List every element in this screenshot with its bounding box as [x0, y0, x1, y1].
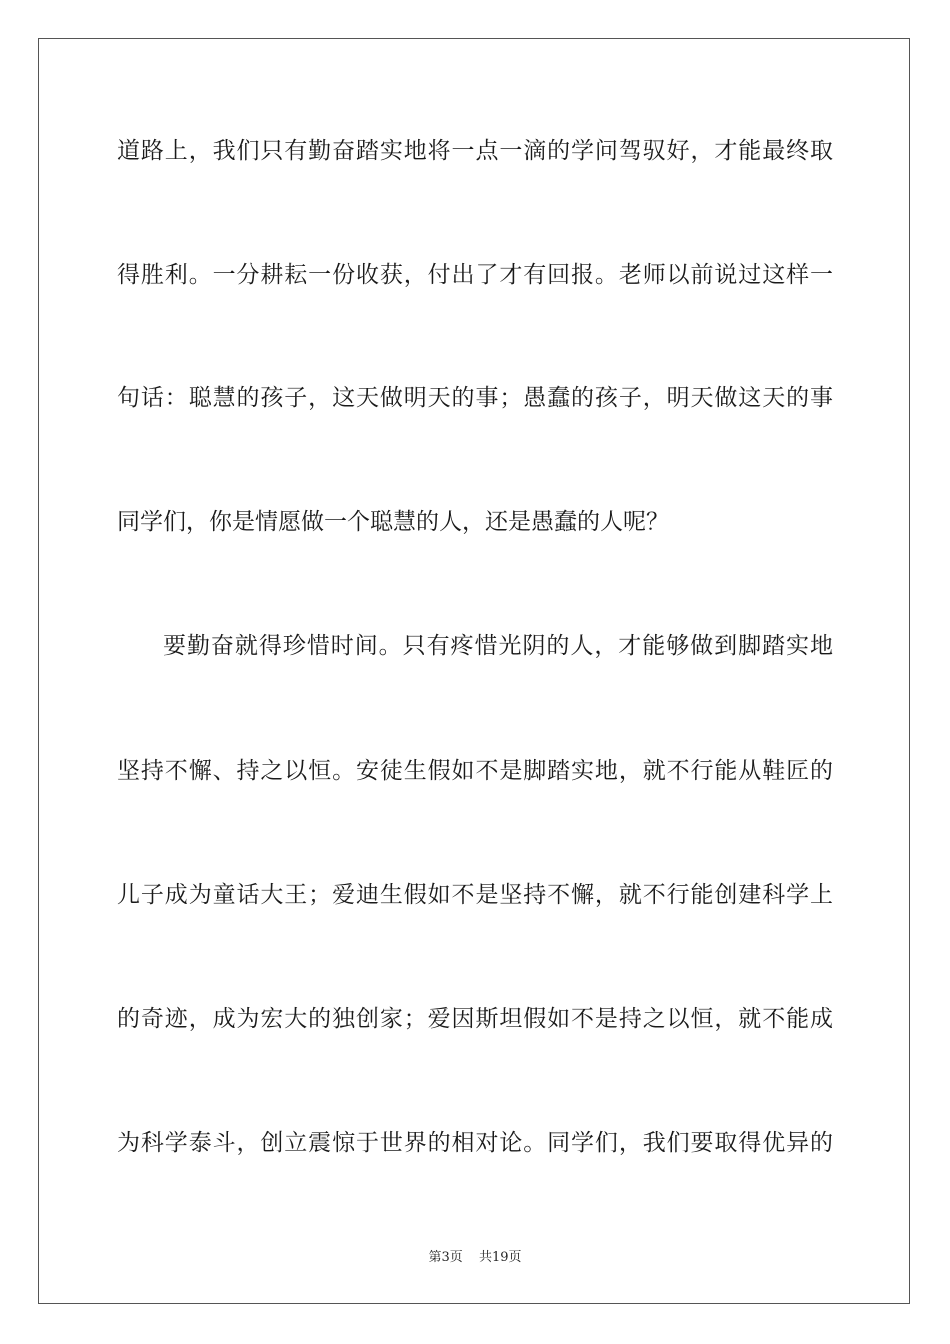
paragraph-first-line: 要勤奋就得珍惜时间。只有疼惜光阴的人，才能够做到脚踏实地 — [163, 633, 833, 659]
text-line: 儿子成为童话大王；爱迪生假如不是坚持不懈，就不行能创建科学上 — [117, 882, 833, 908]
text-line: 的奇迹，成为宏大的独创家；爱因斯坦假如不是持之以恒，就不能成 — [117, 1006, 833, 1032]
text-line: 得胜利。一分耕耘一份收获，付出了才有回报。老师以前说过这样一 — [117, 262, 833, 288]
text-line: 句话：聪慧的孩子，这天做明天的事；愚蠢的孩子，明天做这天的事 — [117, 385, 833, 411]
text-line: 同学们，你是情愿做一个聪慧的人，还是愚蠢的人呢？ — [117, 509, 669, 535]
page-number: 第3页 — [428, 1250, 463, 1265]
text-line: 坚持不懈、持之以恒。安徒生假如不是脚踏实地，就不行能从鞋匠的 — [117, 758, 833, 784]
page-footer — [0, 1246, 950, 1265]
text-line: 道路上，我们只有勤奋踏实地将一点一滴的学问驾驭好，才能最终取 — [117, 138, 833, 164]
page-total: 共19页 — [478, 1250, 522, 1265]
text-line: 为科学泰斗，创立震惊于世界的相对论。同学们，我们要取得优异的 — [117, 1130, 833, 1156]
page-border — [38, 38, 910, 1304]
